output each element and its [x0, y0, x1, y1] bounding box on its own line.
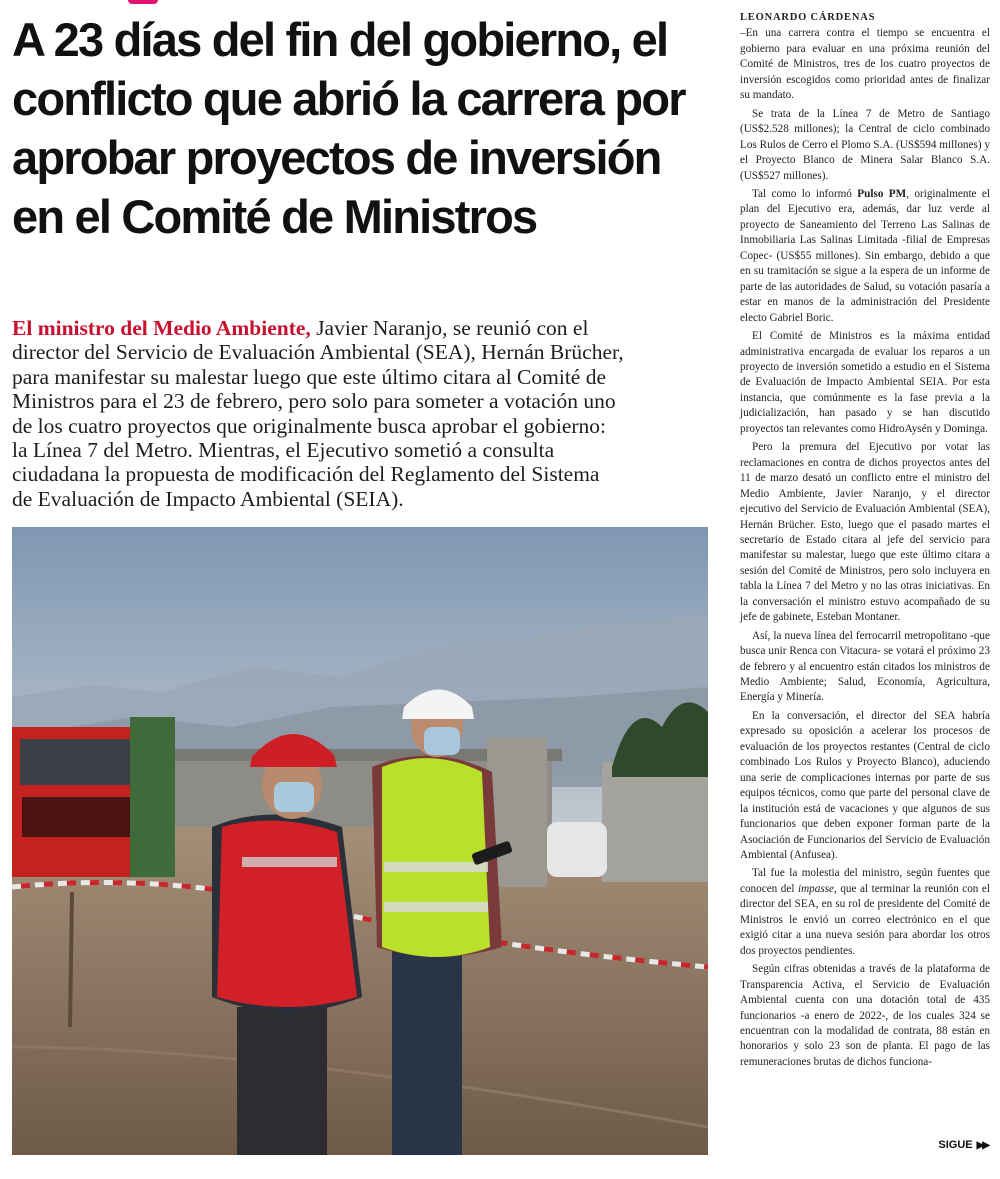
body-paragraph: [740, 866, 990, 959]
body-paragraph: Así, la nueva línea del ferrocarril metropolitano -que busca unir Renca con Vitacura- se votará el próximo 23 de febrero y al encuentro están citados los ministros de Medio Ambiente; Salud, Economía, Agricultura, Energía y Minería.: [740, 629, 990, 704]
body-paragraph: Pero la premura del Ejecutivo por votar las reclamaciones en contra de dichos proyectos antes del 11 de marzo desató un conflicto entre el ministro del Medio Ambiente, Javier Naranjo, y el director ejecutivo del Servicio de Evaluación Ambiental (SEA), Hernán Brücher. Esto, luego que el pasado martes el secretario de Estado citara al jefe del servicio para manifestar su malestar, luego que este último citara a sesión del Comité de Ministros, pero solo incluyera en tabla la Línea 7 del Metro y no las otras iniciativas. En la conversación el ministro estuvo acompañado de su jefe de gabinete, Esteban Montaner.: [740, 441, 990, 624]
p3-text-a: Tal como lo informó: [752, 187, 858, 200]
body-paragraph: [740, 187, 990, 326]
gray-structure: [602, 762, 708, 882]
p8-text-b: , que al terminar la reunión con el director del SEA, en su rol de presidente del Comité de Ministros le envió un correo electrónico en el que exigió citar a una nueva sesión para abordar los otros dos proyectos pendientes.: [740, 882, 990, 957]
lead-line: de Evaluación de Impacto Ambiental (SEIA).: [12, 486, 404, 511]
headline-line: A 23 días del fin del gobierno, el: [12, 13, 668, 66]
worker1-vest: [217, 821, 357, 1007]
worker2-vest-stripe: [384, 862, 488, 872]
section-color-marker: [128, 0, 158, 4]
p8-text-a: Tal fue la molestia del ministro, según fuentes que conocen del: [740, 867, 990, 895]
p3-text-b: , originalmente el plan del Ejecutivo era, además, dar luz verde al proyecto de Saneamiento del Terreno Las Salinas de Inmobiliaria Las Salinas Limitada -filial de Empresas Copec- (US$55 millones). Sin embargo, debido a que en su tramitación se sigue a la espera de un informe de parte de las autoridades de Salud, su votación pasaría a estar en manos de la administración del Presidente electo Gabriel Boric.: [740, 187, 990, 324]
sigue-label: SIGUE: [938, 1139, 973, 1151]
worker1-vest-stripe: [242, 857, 337, 867]
p8-italic: impasse: [797, 882, 835, 895]
lead-line: [12, 316, 712, 340]
body-paragraph: En la conversación, el director del SEA habría expresado su oposición a acelerar los procesos de evaluación de los proyectos restantes (Central de ciclo combinado Los Rulos y Proyecto Blanco), aduciendo una serie de complicaciones internas por parte de sus equipos técnicos, como que parte del personal clave de la institución está de vacaciones y que algunos de sus funcionarios que deben exponer forman parte de la Asociación de Funcionarios del Servicio de Evaluación Ambiental (Anfusea).: [740, 709, 990, 862]
truck-windshield: [20, 739, 132, 785]
worker1-legs: [237, 1007, 327, 1155]
lead-highlight: El ministro del Medio Ambiente,: [12, 316, 311, 340]
body-paragraph: Se trata de la Línea 7 de Metro de Santiago (US$2.528 millones); la Central de ciclo combinado Los Rulos de Cerro el Plomo S.A. (US$594 millones) y el Proyecto Blanco de Minera Salar Blanco S.A. (US$527 millones).: [740, 107, 990, 182]
play-arrows-icon: ▶▶: [976, 1139, 988, 1151]
headline: [12, 10, 724, 246]
body-paragraph: –En una carrera contra el tiempo se encuentra el gobierno para evaluar en una próxima reunión del Comité de Ministros, tres de los cuatro proyectos de inversión escogidos como prioridad antes de finalizar su mandato.: [740, 27, 990, 102]
lead-line: para manifestar su malestar luego que este último citara al Comité de: [12, 364, 607, 389]
photo-illustration: [12, 527, 708, 1155]
lead-paragraph: [12, 316, 712, 511]
body-column: [740, 10, 990, 1073]
article-photo: [12, 527, 708, 1155]
lead-line: la Línea 7 del Metro. Mientras, el Ejecutivo sometió a consulta: [12, 438, 555, 463]
continues-marker: [938, 1139, 988, 1151]
lead-line: de los cuatro proyectos que originalmente busca aprobar el gobierno:: [12, 413, 607, 438]
worker2-vest-stripe-2: [384, 902, 488, 912]
truck-grille: [22, 797, 132, 837]
headline-line: aprobar proyectos de inversión: [12, 131, 661, 184]
worker1-mask: [274, 782, 314, 812]
lead-first-rest: Javier Naranjo, se reunió con el: [310, 316, 589, 340]
lead-line: director del Servicio de Evaluación Ambiental (SEA), Hernán Brücher,: [12, 340, 624, 365]
truck-body: [130, 717, 175, 877]
lead-line: Ministros para el 23 de febrero, pero solo para someter a votación uno: [12, 389, 616, 414]
headline-line: conflicto que abrió la carrera por: [12, 72, 685, 125]
lead-line: ciudadana la propuesta de modificación del Reglamento del Sistema: [12, 462, 600, 487]
tape-post: [70, 892, 72, 1027]
body-paragraph: Según cifras obtenidas a través de la plataforma de Transparencia Activa, el Servicio de Evaluación Ambiental cuenta con una dotación total de 435 funcionarios -a enero de 2022-, de los cuales 324 se encuentran con la modalidad de contrata, 88 están en honorarios y solo 23 son de planta. El pago de las remuneraciones brutas de dichos funciona-: [740, 963, 990, 1068]
worker2-legs: [392, 947, 462, 1155]
source-name: Pulso PM: [857, 187, 907, 200]
headline-line: en el Comité de Ministros: [12, 190, 537, 243]
byline: LEONARDO CÁRDENAS: [740, 12, 876, 23]
white-car: [547, 822, 607, 877]
body-paragraph: El Comité de Ministros es la máxima entidad administrativa encargada de evaluar los reparos a un proyecto de inversión sometido a estudio en el Sistema de Evaluación de Impacto Ambiental SEIA. Por esta instancia, que comúnmente es la fase previa a la judicialización, han pasado y se han discutido proyectos tan relevantes como HidroAysén y Dominga.: [740, 330, 990, 435]
worker2-mask: [424, 727, 460, 755]
